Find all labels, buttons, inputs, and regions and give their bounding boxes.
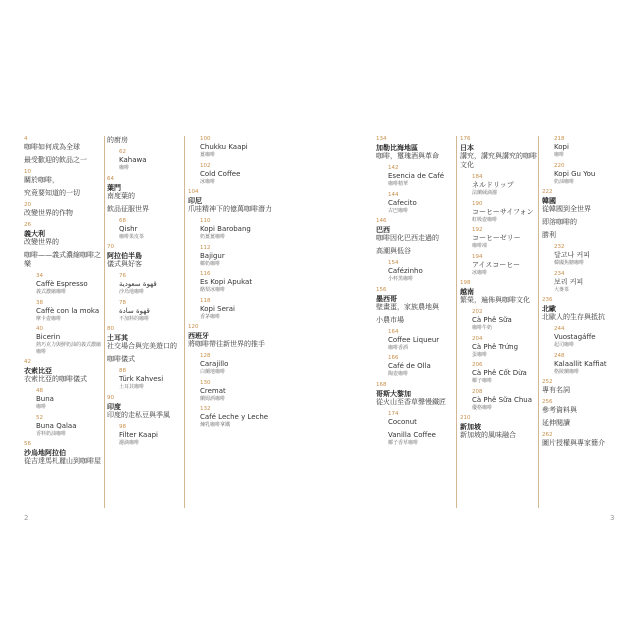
entry-title: 勝利 [542, 231, 556, 239]
entry-page-number: 118 [200, 297, 211, 304]
entry-title: Cafézinho [388, 267, 423, 275]
entry-page-number: 164 [388, 328, 399, 335]
toc-entry [107, 273, 183, 296]
entry-title: コーヒーゼリー [472, 234, 521, 242]
entry-title: Café de Olla [388, 362, 431, 370]
entry-title: 咖啡如何成為全球 [24, 143, 80, 151]
toc-entry [542, 231, 622, 240]
entry-page-number: 220 [554, 162, 565, 169]
entry-title: Cremat [200, 386, 226, 395]
entry-page-number: 222 [542, 189, 553, 195]
entry-title: 從火山至香草聲慢鐵匠 [376, 397, 446, 406]
country-heading: 巴西 [376, 225, 390, 234]
entry-page-number: 132 [200, 406, 211, 412]
entry-page-number: 146 [376, 218, 387, 224]
toc-entry [188, 353, 308, 376]
entry-page-number: 244 [554, 326, 565, 332]
entry-title: 專有名詞 [542, 386, 570, 394]
entry-title: 咖啡儀式 [107, 355, 135, 363]
toc-entry [24, 415, 102, 438]
entry-page-number: 156 [376, 286, 387, 293]
entry-page-number: 190 [472, 200, 483, 207]
entry-subtitle: 白蘭地咖啡 [200, 369, 226, 375]
toc-entry [460, 201, 538, 224]
toc-entry [460, 415, 538, 440]
toc-entry [24, 388, 102, 411]
toc-entry [188, 324, 308, 349]
entry-title: Chukku Kaapi [200, 143, 248, 151]
entry-title: Türk Kahvesi [119, 375, 164, 383]
entry-title: Coconut [388, 417, 417, 426]
toc-entry [107, 149, 183, 172]
entry-page-number: 176 [460, 136, 471, 142]
country-heading: 加勒比海地區 [376, 143, 418, 152]
entry-title: 最受歡迎的飲品之一 [24, 156, 87, 164]
entry-subtitle: 奶薑薑咖啡 [200, 234, 226, 240]
toc-entry [542, 218, 622, 227]
entry-page-number: 70 [107, 244, 114, 250]
entry-subtitle: 咖啡精華 [388, 181, 409, 187]
toc-entry [376, 192, 454, 215]
toc-entry [376, 287, 454, 312]
entry-subtitle: 義式濃縮咖啡 [36, 289, 67, 295]
entry-subtitle: 薑咖啡 [200, 152, 216, 158]
country-heading: 墨西哥 [376, 293, 397, 303]
toc-entry [188, 189, 308, 214]
toc-column-1 [24, 136, 102, 470]
entry-subtitle: 香料奶油咖啡 [36, 430, 67, 437]
entry-title: Es Kopi Apukat [200, 278, 253, 286]
entry-page-number: 210 [460, 415, 471, 421]
entry-title: Kopi [554, 143, 569, 151]
entry-page-number: 154 [388, 260, 399, 266]
country-heading: 越南 [460, 287, 474, 296]
column-divider [456, 136, 457, 508]
toc-entry [542, 136, 622, 159]
toc-entry [376, 218, 454, 243]
entry-title: Cà Phê Trứng [472, 342, 519, 351]
toc-entry [376, 382, 454, 407]
toc-entry [107, 205, 183, 214]
entry-page-number: 68 [119, 217, 126, 224]
country-heading: 衣索比亞 [24, 366, 52, 375]
toc-column-6 [542, 136, 622, 452]
entry-title: 北歐人的生存與抵抗 [542, 313, 605, 321]
toc-entry [460, 389, 538, 412]
entry-title: 的廚房 [107, 136, 128, 144]
entry-title: 咖啡因化巴西走過的 [376, 234, 439, 242]
toc-column-5 [460, 136, 538, 444]
toc-entry [188, 245, 308, 268]
entry-subtitle: 椰子咖啡 [472, 378, 493, 384]
toc-entry [107, 300, 183, 323]
entry-title: Cà Phê Cốt Dừa [472, 369, 527, 377]
entry-subtitle: 起司咖啡 [554, 342, 575, 348]
entry-title: 延伸閱讀 [542, 419, 570, 427]
entry-title: Caffè con la moka [36, 306, 100, 315]
entry-page-number: 184 [472, 174, 483, 180]
country-heading: 沙烏地阿拉伯 [24, 448, 66, 457]
entry-subtitle: 韓國焦糖咖啡 [554, 260, 585, 266]
entry-page-number: 62 [119, 149, 126, 155]
entry-page-number: 174 [388, 410, 399, 417]
entry-title: قهوة سعودية [119, 280, 157, 288]
entry-page-number: 38 [36, 299, 43, 306]
toc-entry [376, 329, 454, 352]
entry-page-number: 198 [460, 280, 471, 286]
entry-page-number: 88 [119, 368, 126, 374]
entry-title: Kalaallit Kaffiat [554, 359, 607, 368]
entry-page-number: 64 [107, 175, 114, 182]
entry-page-number: 40 [36, 326, 43, 332]
entry-subtitle: 摩卡壺咖啡 [36, 315, 62, 322]
entry-subtitle: 熱巧克力與鮮奶油的義式濃縮咖啡 [36, 342, 102, 355]
toc-entry [24, 136, 102, 152]
entry-title: 關於咖啡， [24, 176, 59, 184]
entry-page-number: 194 [472, 253, 483, 260]
entry-title: 即溶咖啡的 [542, 218, 577, 226]
entry-subtitle: 蘭姆酒咖啡 [200, 395, 226, 402]
entry-page-number: 218 [554, 136, 565, 142]
entry-subtitle: 冰咖啡 [200, 178, 216, 185]
toc-entry [24, 359, 102, 384]
entry-title: Vanilla Coffee [388, 430, 436, 439]
toc-entry [107, 176, 183, 201]
entry-page-number: 26 [24, 222, 31, 228]
country-heading: 葉門 [107, 182, 121, 192]
entry-title: 爪哇精神下的億萬咖啡潛力 [188, 205, 272, 213]
page-number: 2 [24, 514, 29, 522]
toc-entry [542, 432, 622, 448]
entry-title: Buna [36, 395, 54, 403]
entry-page-number: 168 [376, 381, 387, 388]
entry-title: 從吉達馬札麗山到咖啡屋 [24, 457, 101, 465]
entry-title: 南度葉的 [107, 191, 135, 200]
entry-page-number: 48 [36, 388, 43, 394]
entry-title: Vuostagáffe [554, 333, 596, 341]
entry-page-number: 166 [388, 355, 399, 361]
entry-title: Bicerin [36, 333, 61, 341]
entry-title: ネルドリップ [472, 181, 514, 189]
entry-page-number: 34 [36, 273, 43, 279]
column-divider [184, 136, 185, 508]
toc-entry [24, 273, 102, 296]
toc-entry [107, 136, 183, 145]
entry-title: Kopi Barobang [200, 225, 251, 233]
toc-entry [107, 218, 183, 241]
entry-title: Cà Phê Sữa Chua [472, 395, 533, 404]
entry-subtitle: 古巴咖啡 [388, 207, 409, 214]
entry-title: 咖啡——義式濃縮咖啡之樂 [24, 251, 101, 268]
toc-entry [542, 419, 622, 428]
entry-page-number: 10 [24, 169, 31, 175]
toc-entry [542, 189, 622, 214]
entry-subtitle: 咖啡牛奶 [472, 325, 493, 331]
entry-subtitle: 咖啡凍 [472, 243, 488, 249]
entry-subtitle: 蛋咖啡 [472, 351, 488, 358]
toc-entry [542, 353, 622, 376]
entry-subtitle: 虹吸壺咖啡 [472, 216, 498, 223]
entry-subtitle: 小杯黑咖啡 [388, 276, 414, 282]
toc-entry [460, 309, 538, 332]
toc-column-3 [188, 136, 308, 433]
toc-entry [24, 300, 102, 323]
entry-title: 印度的走私豆與季風 [107, 410, 170, 419]
entry-subtitle: 椰奶咖啡 [200, 260, 221, 267]
entry-subtitle: 優格咖啡 [472, 404, 493, 411]
toc-entry [107, 244, 183, 269]
entry-page-number: 78 [119, 299, 126, 306]
entry-page-number: 134 [376, 136, 387, 142]
toc-entry [188, 136, 308, 159]
entry-subtitle: 大麥茶 [554, 286, 570, 293]
toc-entry [460, 174, 538, 197]
toc-entry [460, 136, 538, 170]
entry-page-number: 56 [24, 441, 31, 447]
toc-entry [107, 326, 183, 351]
entry-subtitle: 沙烏地咖啡 [119, 289, 145, 295]
entry-page-number: 130 [200, 379, 211, 386]
entry-subtitle: 陶壺咖啡 [388, 371, 409, 377]
entry-title: 高潮與低谷 [376, 247, 411, 255]
entry-title: Filter Kaapi [119, 430, 158, 439]
entry-title: 改變世界的作物 [24, 209, 73, 217]
country-heading: 韓國 [542, 196, 556, 205]
column-divider [104, 136, 105, 508]
entry-title: 달고나 커피 [554, 251, 591, 259]
toc-entry [460, 227, 538, 250]
toc-entry [107, 368, 183, 391]
entry-title: قهوة سادة [119, 306, 150, 315]
entry-title: Coffee Liqueur [388, 335, 440, 344]
entry-page-number: 234 [554, 270, 565, 277]
entry-subtitle: 不加料的咖啡 [119, 315, 150, 322]
entry-page-number: 20 [24, 202, 31, 208]
toc-entry [376, 431, 454, 447]
toc-entry [188, 380, 308, 403]
entry-page-number: 76 [119, 273, 126, 279]
entry-page-number: 202 [472, 309, 483, 315]
toc-entry [376, 355, 454, 378]
country-heading: 北歐 [542, 304, 556, 313]
entry-page-number: 204 [472, 335, 483, 342]
entry-page-number: 248 [554, 352, 565, 359]
entry-page-number: 232 [554, 244, 565, 250]
entry-title: Kopi Serai [200, 304, 235, 313]
entry-page-number: 256 [542, 399, 553, 405]
entry-title: 社交場合與完美遊口的 [107, 342, 177, 350]
toc-column-4 [376, 136, 454, 450]
entry-subtitle: 咖啡香酒 [388, 344, 409, 351]
entry-subtitle: 椰子香草咖啡 [388, 439, 419, 446]
entry-page-number: 98 [119, 423, 126, 430]
country-heading: 新加坡 [460, 422, 481, 431]
entry-title: 究竟要知道的一切 [24, 189, 80, 197]
entry-title: Qishr [119, 224, 138, 233]
entry-page-number: 116 [200, 271, 211, 277]
entry-page-number: 102 [200, 162, 211, 169]
entry-page-number: 100 [200, 136, 211, 142]
entry-subtitle: 咖啡 [119, 165, 130, 171]
toc-entry [188, 271, 308, 294]
entry-title: Café Leche y Leche [200, 413, 269, 421]
entry-title: 飲品征服世界 [107, 204, 149, 213]
entry-page-number: 192 [472, 227, 483, 233]
entry-subtitle: 奶油咖啡 [554, 178, 575, 185]
toc-entry [107, 395, 183, 420]
toc-entry [107, 355, 183, 364]
entry-page-number: 144 [388, 191, 399, 198]
entry-page-number: 110 [200, 218, 211, 224]
entry-title: アイスコーヒー [472, 260, 521, 269]
page-number: 3 [610, 514, 615, 522]
entry-page-number: 52 [36, 414, 43, 421]
entry-subtitle: 咖啡 [554, 152, 565, 158]
toc-entry [376, 411, 454, 427]
toc-entry [188, 163, 308, 186]
entry-title: Caffè Espresso [36, 280, 88, 288]
entry-title: 參考資料與 [542, 406, 577, 414]
entry-title: 將咖啡帶往新世界的推手 [188, 340, 265, 348]
entry-subtitle: 咖啡 [36, 404, 47, 410]
toc-entry [24, 189, 102, 198]
toc-entry [542, 379, 622, 395]
toc-entry [188, 218, 308, 241]
toc-entry [24, 169, 102, 185]
entry-page-number: 4 [24, 136, 28, 142]
entry-page-number: 128 [200, 353, 211, 359]
entry-title: 咖啡，璽瑰酒與革命 [376, 152, 439, 160]
right-page [320, 0, 640, 640]
toc-entry [542, 271, 622, 294]
country-heading: 土耳其 [107, 333, 128, 342]
toc-entry [460, 362, 538, 385]
country-heading: 義大利 [24, 229, 45, 238]
country-heading: 阿拉伯半島 [107, 251, 142, 260]
entry-title: Bajigur [200, 251, 225, 260]
toc-column-2 [107, 136, 183, 450]
country-heading: 印尼 [188, 196, 202, 205]
entry-title: Cafecito [388, 198, 417, 207]
entry-title: 小農市場 [376, 315, 404, 324]
entry-page-number: 262 [542, 432, 553, 438]
entry-title: Esencia de Café [388, 172, 445, 180]
entry-subtitle: 冰咖啡 [472, 269, 488, 276]
entry-title: 改變世界的 [24, 238, 59, 246]
entry-page-number: 206 [472, 362, 483, 368]
toc-entry [24, 251, 102, 269]
entry-subtitle: 格陵蘭咖啡 [554, 368, 580, 375]
toc-entry [542, 244, 622, 267]
column-divider [538, 136, 539, 508]
entry-page-number: 252 [542, 379, 553, 385]
entry-title: 從韓國到全世界 [542, 205, 591, 213]
toc-entry [376, 260, 454, 283]
toc-entry [376, 136, 454, 161]
entry-subtitle: 煉乳咖啡拿鐵 [200, 422, 231, 428]
toc-entry [542, 326, 622, 349]
toc-entry [24, 156, 102, 165]
entry-page-number: 120 [188, 324, 199, 330]
toc-entry [24, 202, 102, 218]
entry-page-number: 236 [542, 297, 553, 303]
entry-title: 儀式與好客 [107, 260, 142, 268]
toc-entry [376, 165, 454, 188]
entry-title: 繁榮，遍佈與咖啡文化 [460, 296, 530, 304]
entry-page-number: 142 [388, 165, 399, 171]
toc-entry [24, 222, 102, 247]
toc-entry [24, 326, 102, 355]
toc-entry [376, 316, 454, 325]
entry-title: コーヒーサイフォン [472, 207, 534, 216]
toc-entry [107, 424, 183, 447]
toc-entry [24, 441, 102, 466]
country-heading: 哥斯大黎加 [376, 388, 411, 398]
country-heading: 印度 [107, 401, 121, 411]
toc-entry [376, 247, 454, 256]
entry-title: Kopi Gu You [554, 169, 596, 178]
toc-entry [460, 336, 538, 359]
toc-entry [188, 298, 308, 321]
entry-title: 衣索比亞的咖啡儀式 [24, 375, 87, 383]
entry-page-number: 208 [472, 388, 483, 395]
toc-entry [542, 163, 622, 186]
entry-title: 보리 커피 [554, 277, 584, 286]
entry-page-number: 42 [24, 359, 31, 365]
entry-page-number: 80 [107, 326, 114, 332]
entry-subtitle: 濾滴咖啡 [119, 439, 140, 446]
entry-title: Carajillo [200, 360, 229, 368]
entry-subtitle: 法蘭絨滴濾 [472, 190, 498, 196]
entry-title: 壁畫蛋，家族農地與 [376, 302, 439, 311]
entry-page-number: 90 [107, 394, 114, 401]
toc-entry [460, 254, 538, 277]
entry-subtitle: 酪梨冰咖啡 [200, 287, 226, 293]
country-heading: 日本 [460, 143, 474, 152]
entry-title: Cold Coffee [200, 169, 241, 178]
entry-title: 講究，講究與講究的咖啡文化 [460, 152, 537, 169]
entry-subtitle: 香茅咖啡 [200, 313, 221, 320]
entry-subtitle: 土耳其咖啡 [119, 384, 145, 390]
toc-entry [542, 297, 622, 322]
entry-title: Cà Phê Sữa [472, 316, 512, 324]
entry-page-number: 112 [200, 244, 211, 251]
entry-title: 新加坡的風味融合 [460, 431, 516, 439]
entry-subtitle: 咖啡果皮茶 [119, 233, 145, 240]
toc-entry [460, 280, 538, 305]
entry-title: Buna Qalaa [36, 421, 77, 430]
entry-page-number: 104 [188, 189, 199, 195]
country-heading: 西班牙 [188, 331, 209, 340]
toc-entry [188, 406, 308, 429]
toc-entry [542, 399, 622, 415]
entry-title: Kahawa [119, 156, 147, 164]
entry-title: 圖片授權與專家簡介 [542, 439, 605, 447]
